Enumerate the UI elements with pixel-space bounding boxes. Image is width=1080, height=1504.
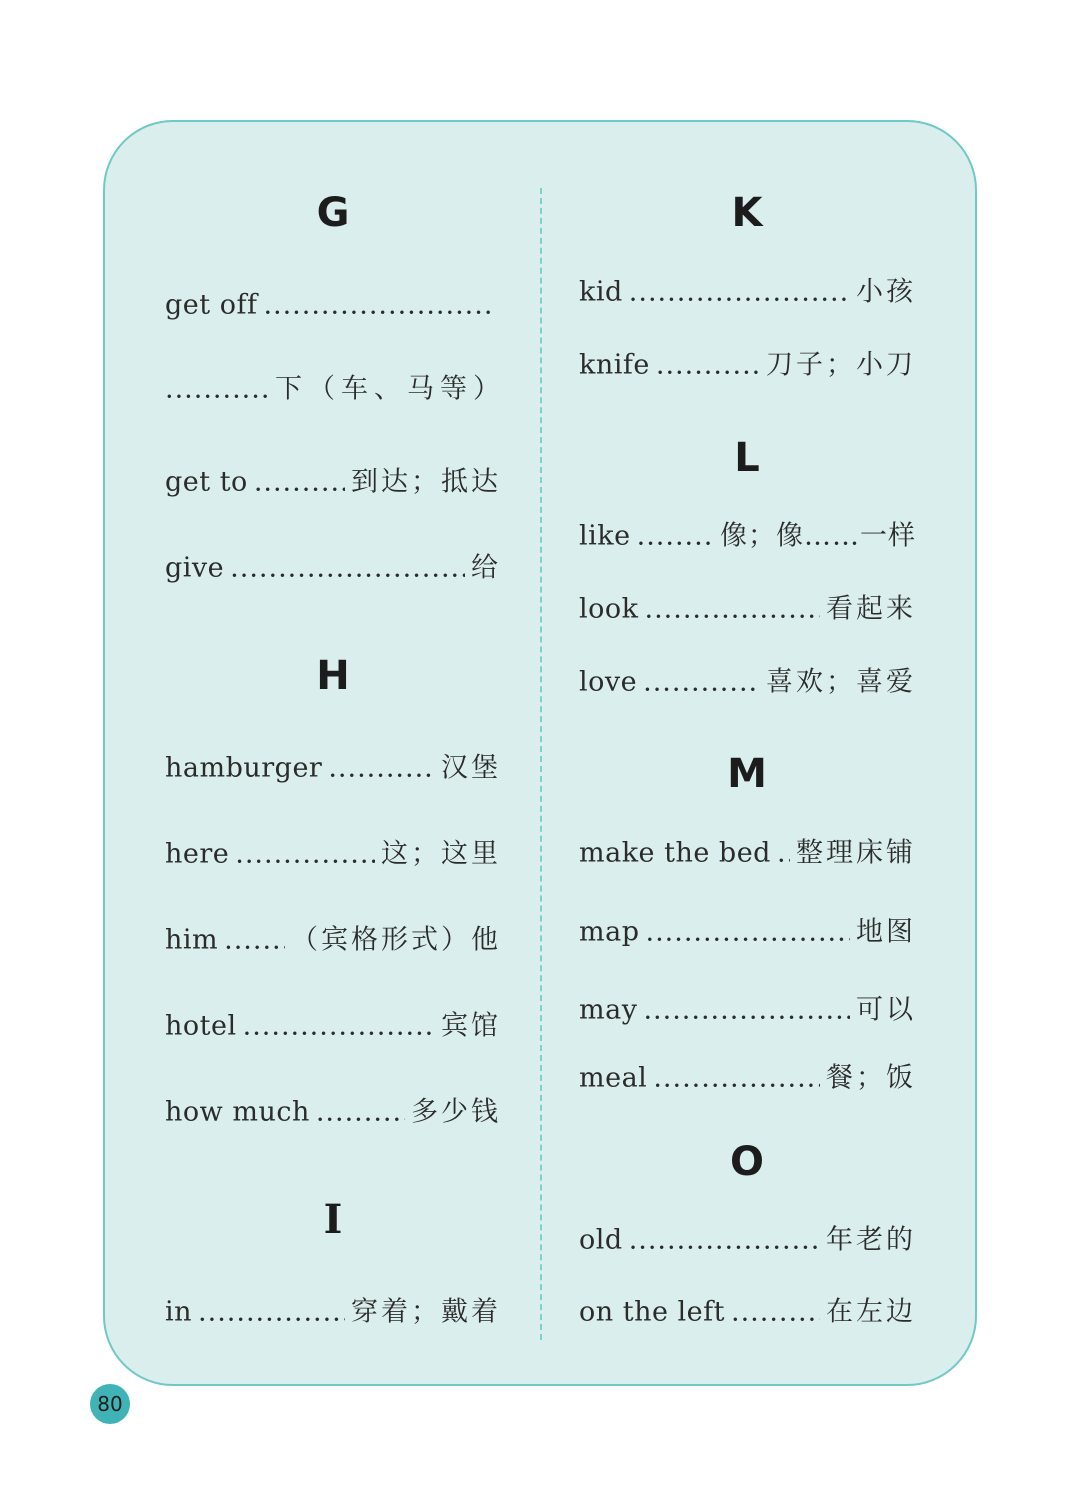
- vocab-entry: [165, 1010, 501, 1042]
- entry-word: kid: [579, 276, 623, 308]
- leader-dots: [316, 1099, 405, 1126]
- vocab-entry: [579, 837, 916, 869]
- entry-meaning: 可以: [856, 994, 916, 1026]
- vocab-entry: [579, 666, 916, 698]
- entry-meaning: 在左边: [826, 1296, 916, 1328]
- entry-word: in: [165, 1296, 193, 1328]
- section-heading-g: G: [316, 190, 350, 236]
- leader-dots: [328, 755, 435, 782]
- entry-meaning: 宾馆: [441, 1010, 501, 1042]
- section-heading-l: L: [734, 435, 760, 481]
- leader-dots: [731, 1299, 820, 1326]
- entry-word: here: [165, 838, 230, 870]
- entry-meaning: （宾格形式）他: [291, 924, 501, 956]
- section-heading-o: O: [729, 1139, 765, 1185]
- entry-word: how much: [165, 1096, 310, 1128]
- vocab-entry: [579, 916, 916, 948]
- entry-word: make the bed: [579, 837, 771, 869]
- leader-dots: [777, 840, 790, 867]
- vocab-entry: [165, 289, 501, 321]
- entry-meaning: 年老的: [826, 1224, 916, 1256]
- entry-meaning: 地图: [856, 916, 916, 948]
- leader-dots: [645, 596, 820, 623]
- entry-meaning: 小孩: [856, 276, 916, 308]
- vocab-entry: [165, 1296, 501, 1328]
- vocab-entry: [165, 373, 506, 405]
- entry-meaning: 像；像……一样: [720, 520, 916, 552]
- leader-dots: [230, 555, 465, 582]
- entry-word: hotel: [165, 1010, 237, 1042]
- vocab-entry: [579, 276, 916, 308]
- entry-meaning: 整理床铺: [796, 837, 916, 869]
- vocab-entry: [165, 838, 501, 870]
- entry-word: give: [165, 552, 225, 584]
- entry-meaning: 下（车、马等）: [275, 373, 506, 405]
- vocab-entry: [579, 520, 916, 552]
- entry-word: meal: [579, 1062, 648, 1094]
- entry-meaning: 看起来: [826, 593, 916, 625]
- leader-dots: [643, 997, 850, 1024]
- vocab-entry: [165, 924, 501, 956]
- vocab-entry: [579, 593, 916, 625]
- entry-meaning: 多少钱: [411, 1096, 501, 1128]
- leader-dots: [254, 469, 345, 496]
- entry-meaning: 这；这里: [381, 838, 501, 870]
- leader-dots: [629, 1227, 820, 1254]
- vocab-entry: [165, 552, 501, 584]
- leader-dots: [224, 927, 285, 954]
- column-divider: [540, 188, 542, 1340]
- section-heading-h: H: [316, 653, 350, 699]
- entry-word: old: [579, 1224, 623, 1256]
- page-number-badge: 80: [90, 1384, 130, 1424]
- leader-dots: [165, 376, 269, 403]
- entry-meaning: 喜欢；喜爱: [766, 666, 916, 698]
- entry-word: may: [579, 994, 638, 1026]
- entry-word: get to: [165, 466, 248, 498]
- leader-dots: [235, 841, 375, 868]
- entry-word: like: [579, 520, 631, 552]
- vocab-entry: [579, 1062, 916, 1094]
- entry-word: love: [579, 666, 638, 698]
- entry-meaning: 到达；抵达: [351, 466, 501, 498]
- leader-dots: [198, 1299, 345, 1326]
- vocab-entry: [579, 1296, 916, 1328]
- entry-word: on the left: [579, 1296, 725, 1328]
- leader-dots: [629, 279, 850, 306]
- leader-dots: [653, 1065, 820, 1092]
- entry-meaning: 餐；饭: [826, 1062, 916, 1094]
- entry-meaning: 给: [471, 552, 501, 584]
- vocab-entry: [165, 466, 501, 498]
- entry-meaning: 汉堡: [441, 752, 501, 784]
- leader-dots: [643, 669, 760, 696]
- vocab-entry: [579, 994, 916, 1026]
- entry-word: look: [579, 593, 639, 625]
- leader-dots: [263, 292, 495, 319]
- entry-meaning: 穿着；戴着: [351, 1296, 501, 1328]
- leader-dots: [645, 919, 850, 946]
- section-heading-m: M: [727, 751, 767, 797]
- vocab-entry: [165, 752, 501, 784]
- leader-dots: [637, 523, 714, 550]
- leader-dots: [656, 352, 760, 379]
- entry-word: hamburger: [165, 752, 323, 784]
- vocab-entry: [579, 1224, 916, 1256]
- entry-word: knife: [579, 349, 650, 381]
- section-heading-i: I: [323, 1196, 343, 1243]
- entry-word: him: [165, 924, 219, 956]
- entry-meaning: 刀子；小刀: [766, 349, 916, 381]
- entry-word: map: [579, 916, 640, 948]
- section-heading-k: K: [731, 190, 763, 236]
- vocab-entry: [165, 1096, 501, 1128]
- entry-word: get off: [165, 289, 258, 321]
- vocab-entry: [579, 349, 916, 381]
- leader-dots: [243, 1013, 435, 1040]
